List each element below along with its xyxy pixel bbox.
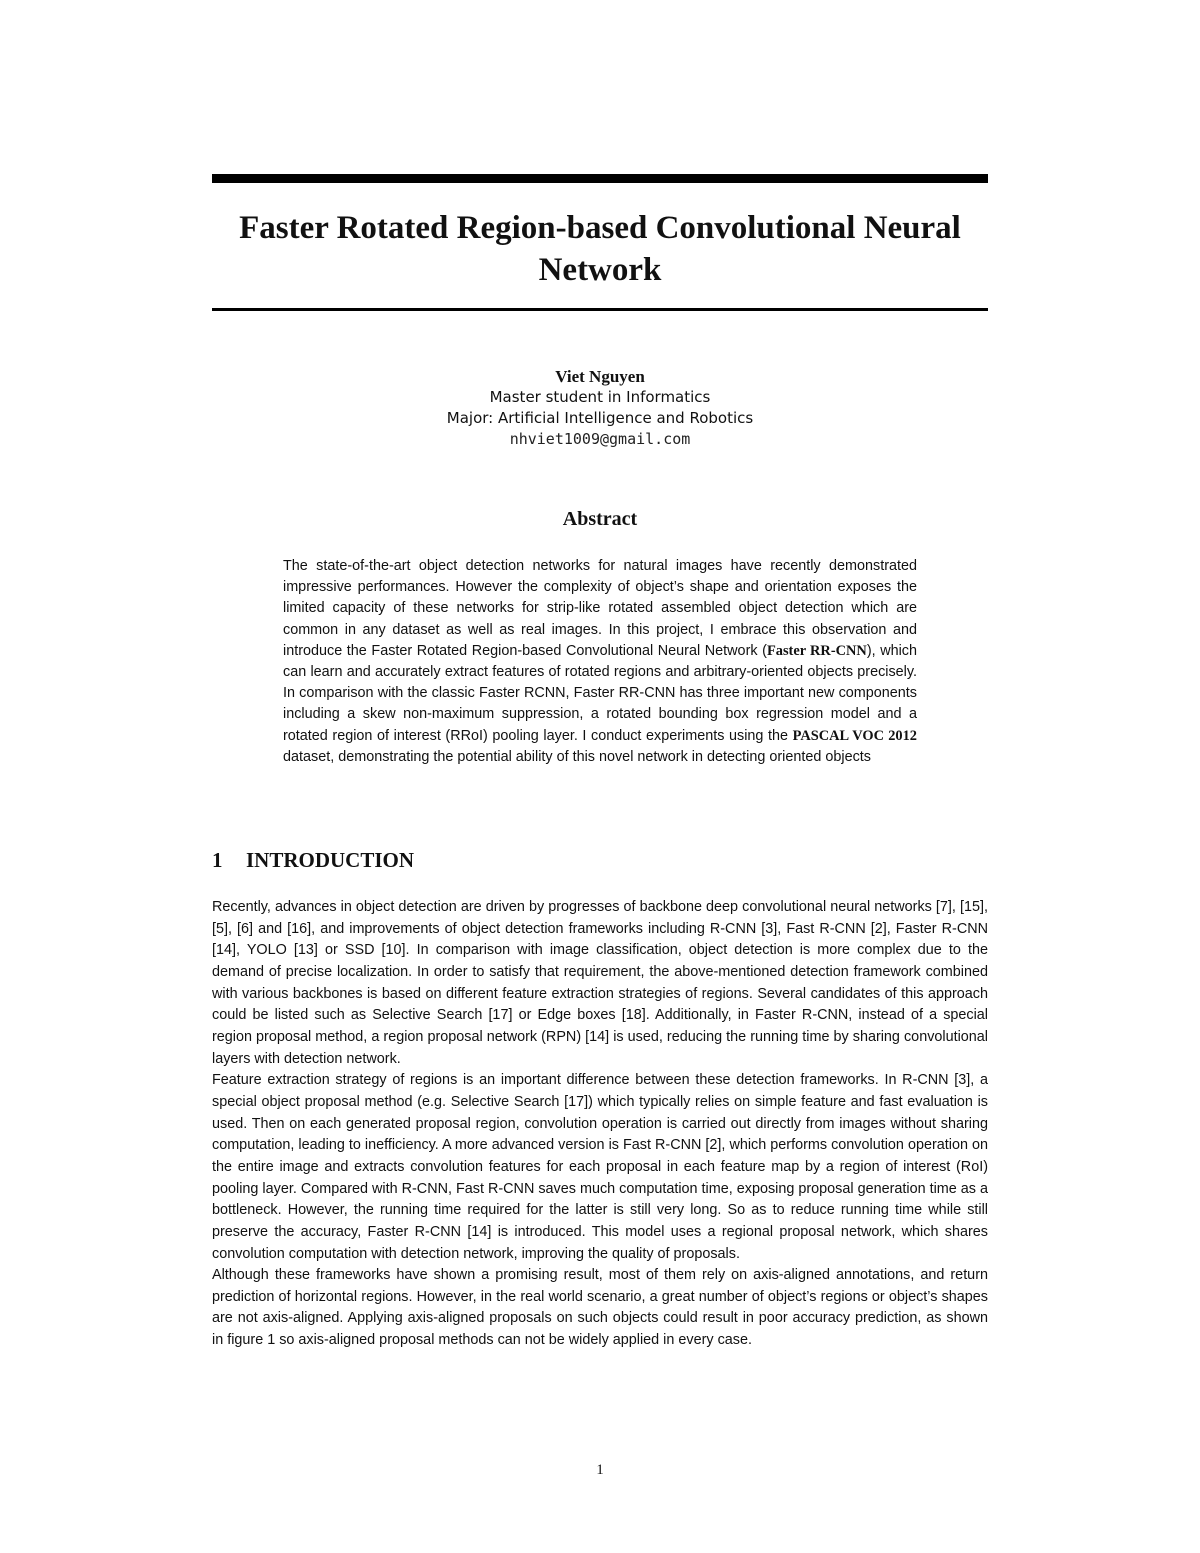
abstract-text-part-1: The state-of-the-art object detection networks for natural images have recently demonstrated impressive performances. However the complexity of object’s shape and orientation exposes the limited capacity of these networks for strip-like rotated assembled object detection which are common in any dataset as well as real images. In this project, I embrace this observation and introduce the Faster Rotated Region-based Convolutional Neural Network (: [283, 558, 917, 659]
abstract-text-part-2: ), which can learn and accurately extract features of rotated regions and arbitrary-oriented objects precisely. In comparison with the classic Faster RCNN, Faster RR-CNN has three important new components including a skew non-maximum suppression, a rotated bounding box regression model and a rotated region of interest (RRoI) pooling layer. I conduct experiments using the: [283, 642, 917, 744]
author-major: Major: Artificial Intelligence and Robotics: [446, 409, 754, 427]
title-bottom-rule: [212, 308, 988, 311]
introduction-paragraph-1: Recently, advances in object detection are driven by progresses of backbone deep convolutional neural networks [7], [15], [5], [6] and [16], and improvements of object detection frameworks including R-CNN [3], Fast R-CNN [2], Faster R-CNN [14], YOLO [13] or SSD [10]. In comparison with image classification, object detection is more complex due to the demand of precise localization. In order to satisfy that requirement, the above-mentioned detection framework combined with various backbones is based on different feature extraction strategies of regions. Several candidates of this approach could be listed such as Selective Search [17] or Edge boxes [18]. Additionally, in Faster R-CNN, instead of a special region proposal method, a region proposal network (RPN) [14] is used, reducing the running time by sharing convolutional layers with detection network.: [212, 899, 988, 1067]
title-top-rule: [212, 174, 988, 183]
section-title: INTRODUCTION: [246, 848, 415, 872]
author-block: [212, 366, 988, 450]
abstract-model-name: Faster RR-CNN: [766, 642, 867, 659]
introduction-paragraph-2: Feature extraction strategy of regions is an important difference between these detection frameworks. In R-CNN [3], a special object proposal method (e.g. Selective Search [17]) which typically relies on simple feature and fast evaluation is used. Then on each generated proposal region, convolution operation is carried out directly from images without sharing computation, leading to inefficiency. A more advanced version is Fast R-CNN [2], which performs convolution operation on the entire image and extracts convolution features for each proposal in each feature map by a region of interest (RoI) pooling layer. Compared with R-CNN, Fast R-CNN saves much computation time, exposing proposal generation time as a bottleneck. However, the running time required for the latter is still very long. So as to reduce running time while still preserve the accuracy, Faster R-CNN [14] is introduced. This model uses a regional proposal network, which shares convolution computation with detection network, improving the quality of proposals.: [212, 1072, 988, 1262]
introduction-body: [212, 897, 988, 1352]
paper-title: Faster Rotated Region-based Convolutional Neural Network: [239, 210, 961, 288]
abstract-text: [283, 556, 917, 768]
section-heading-introduction: [212, 848, 988, 873]
abstract-heading: Abstract: [562, 508, 638, 530]
page-number: 1: [596, 1462, 604, 1478]
section-number: 1: [212, 848, 223, 872]
author-name: Viet Nguyen: [555, 367, 645, 386]
author-email[interactable]: nhviet1009@gmail.com: [509, 430, 691, 448]
abstract-dataset-name: PASCAL VOC 2012: [792, 727, 917, 744]
introduction-paragraph-3: Although these frameworks have shown a promising result, most of them rely on axis-aligned annotations, and return prediction of horizontal regions. However, in the real world scenario, a great number of object’s regions or object’s shapes are not axis-aligned. Applying axis-aligned proposals on such objects could result in poor accuracy prediction, as shown in figure 1 so axis-aligned proposal methods can not be widely applied in every case.: [212, 1267, 988, 1349]
author-affiliation: Master student in Informatics: [489, 388, 711, 406]
abstract-text-part-3: dataset, demonstrating the potential ability of this novel network in detecting oriented objects: [283, 748, 871, 765]
